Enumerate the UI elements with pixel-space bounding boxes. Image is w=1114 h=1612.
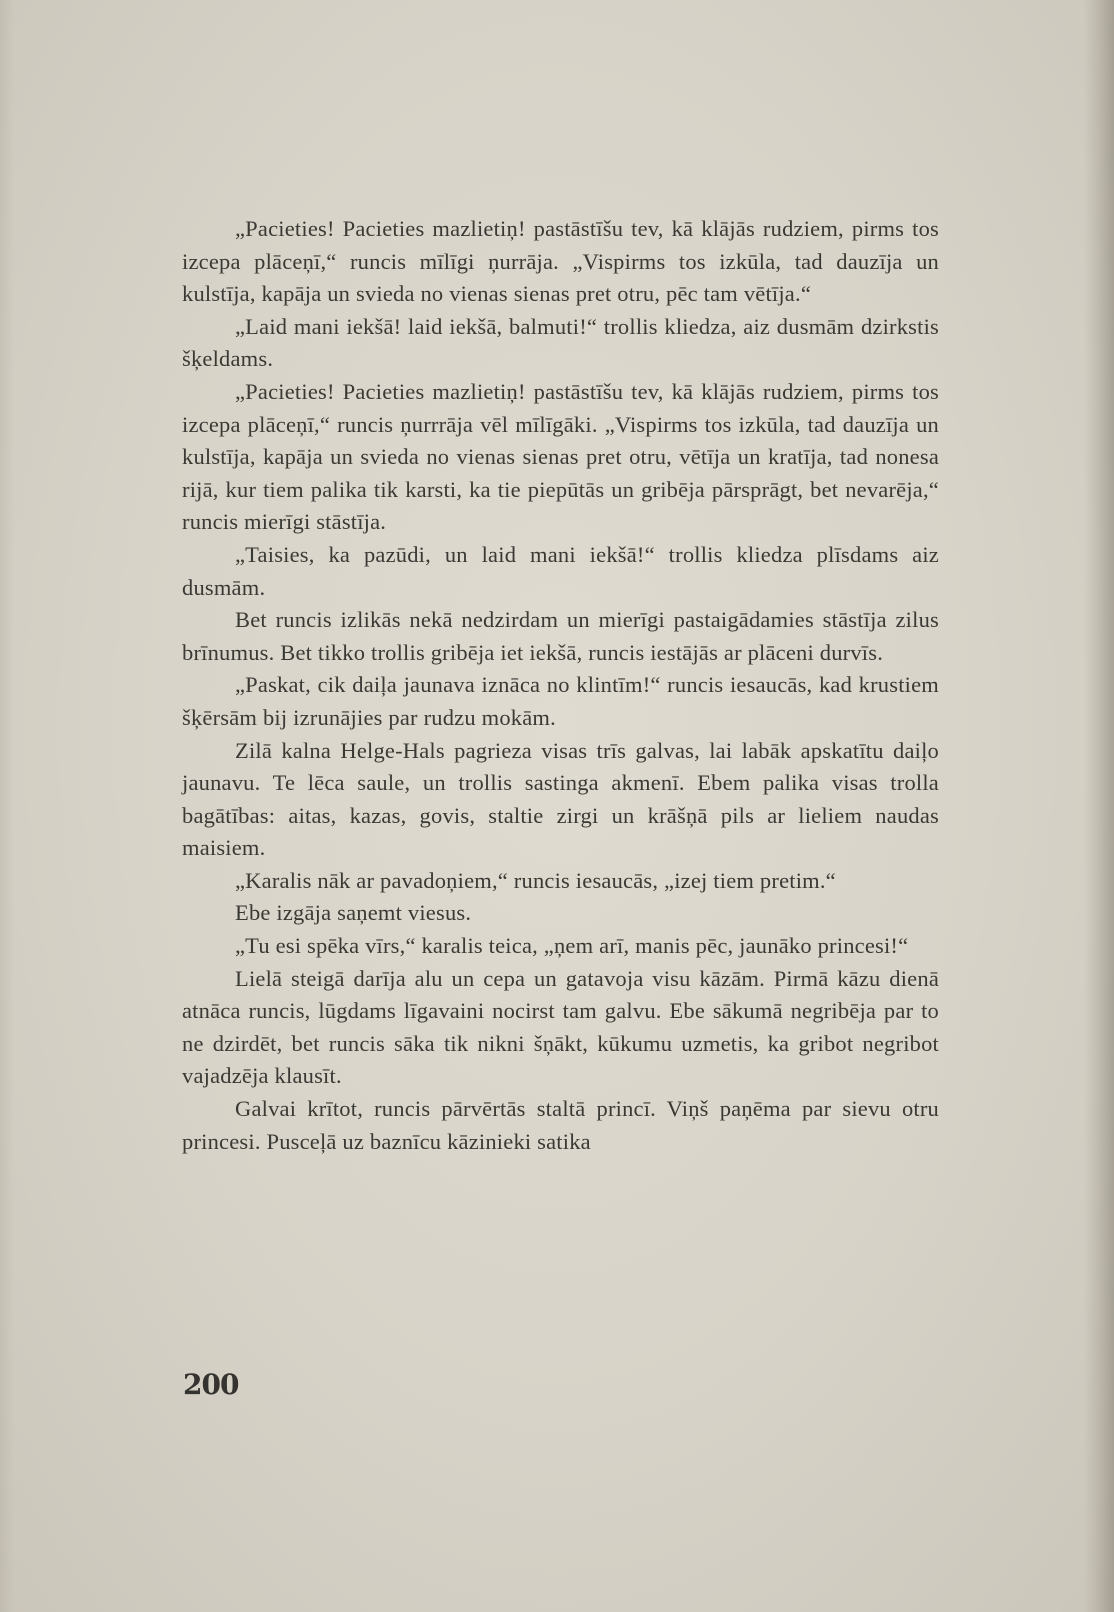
- page-right-edge: [1084, 0, 1114, 1612]
- page-left-edge: [0, 0, 14, 1612]
- paragraph: „Tu esi spēka vīrs,“ karalis teica, „ņem arī, manis pēc, jaunāko princesi!“: [235, 933, 909, 959]
- paragraph: „Laid mani iekšā! laid iekšā, balmuti!“ trollis kliedza, aiz dusmām dzirkstis šķeldams.: [182, 313, 939, 372]
- body-text: [182, 213, 939, 1158]
- paragraph: „Paskat, cik daiļa jaunava iznāca no klintīm!“ runcis iesaucās, kad krustiem šķērsām bij izrunājies par rudzu mokām.: [182, 672, 939, 730]
- paragraph: Galvai krītot, runcis pārvērtās staltā princī. Viņš paņēma par sievu otru princesi. Pusceļā uz baznīcu kāzinieki satika: [182, 1096, 939, 1154]
- paragraph: „Pacieties! Pacieties mazlietiņ! pastāstīšu tev, kā klājās rudziem, pirms tos izcepa plāceņī,“ runcis mīlīgi ņurrāja. „Vispirms tos izkūla, tad dauzīja un kulstīja, kapāja un svieda no vienas sienas pret otru, pēc tam vētīja.“: [182, 216, 939, 307]
- paragraph: „Taisies, ka pazūdi, un laid mani iekšā!“ trollis kliedza plīsdams aiz dusmām.: [182, 541, 939, 600]
- paragraph: Lielā steigā darīja alu un cepa un gatavoja visu kāzām. Pirmā kāzu dienā atnāca runcis, lūgdams līgavaini nocirst tam galvu. Ebe sākumā negribēja par to ne dzirdēt, bet runcis sāka tik nikni šņākt, kūkumu uzmetis, ka gribot negribot vajadzēja klausīt.: [182, 965, 939, 1089]
- paragraph: „Pacieties! Pacieties mazlietiņ! pastāstīšu tev, kā klājās rudziem, pirms tos izcepa plāceņī,“ runcis ņurrrāja vēl mīlīgāki. „Vispirms tos izkūla, tad dauzīja un kulstīja, kapāja un svieda no vienas sienas pret otru, vētīja un kratīja, tad nonesa rijā, kur tiem palika tik karsti, ka tie piepūtās un gribēja pārsprāgt, bet nevarēja,“ runcis mierīgi stāstīja.: [182, 378, 939, 535]
- paragraph: Ebe izgāja saņemt viesus.: [235, 900, 472, 926]
- paragraph: Zilā kalna Helge-Hals pagrieza visas trīs galvas, lai labāk apskatītu daiļo jaunavu. Te lēca saule, un trollis sastinga akmenī. Ebem palika visas trolla bagātības: aitas, kazas, govis, staltie zirgi un krāšņā pils ar lieliem naudas maisiem.: [182, 737, 939, 861]
- paragraph: Bet runcis izlikās nekā nedzirdam un mierīgi pastaigādamies stāstīja zilus brīnumus. Bet tikko trollis gribēja iet iekšā, runcis iestājās ar plāceni durvīs.: [182, 607, 939, 665]
- paragraph: „Karalis nāk ar pavadoņiem,“ runcis iesaucās, „izej tiem pretim.“: [235, 867, 836, 893]
- page-number: 200: [183, 1368, 239, 1401]
